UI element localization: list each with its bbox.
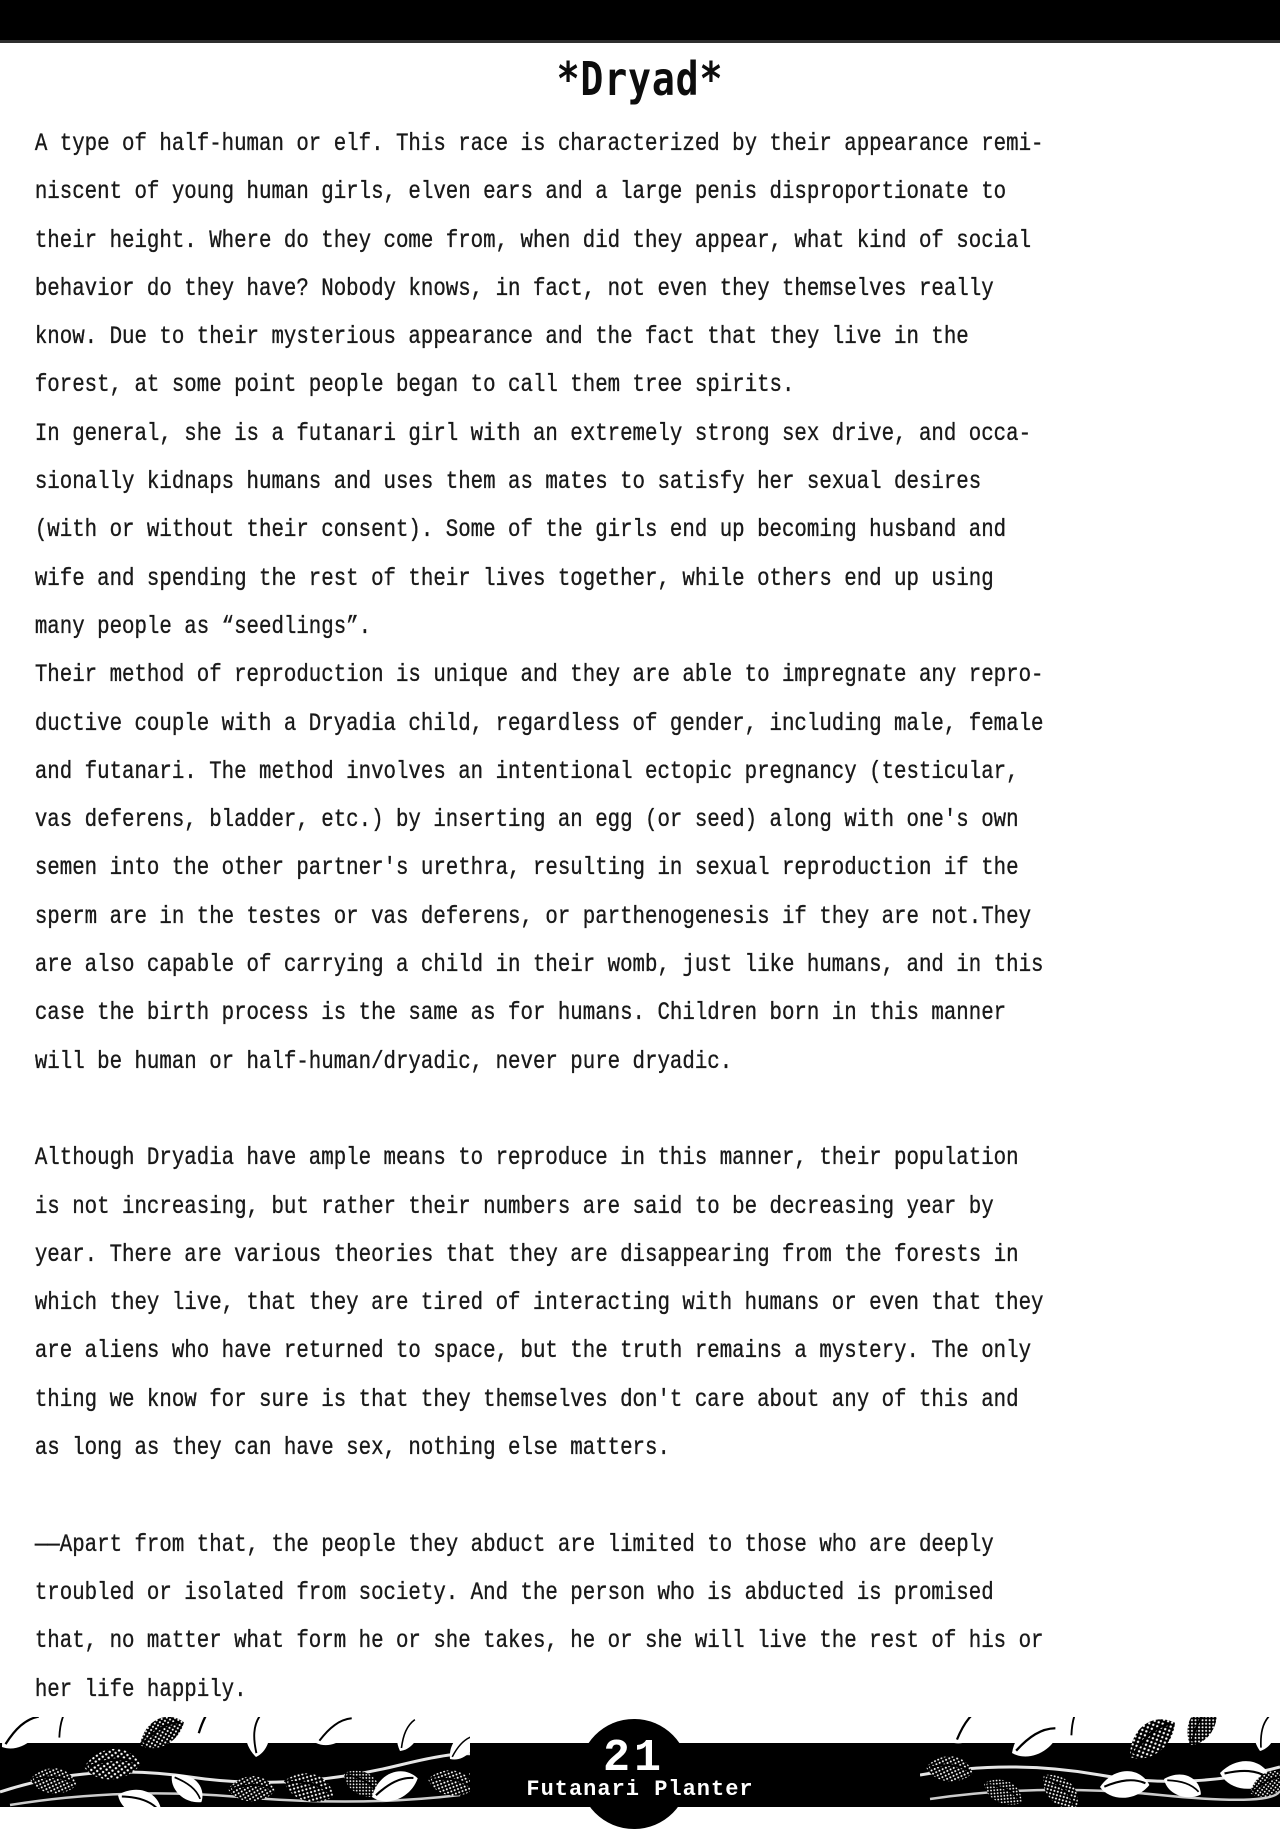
body-line: Although Dryadia have ample means to reproduce in this manner, their population <box>34 1143 1019 1173</box>
body-line: their height. Where do they come from, when did they appear, what kind of social <box>34 225 1032 255</box>
body-line: Their method of reproduction is unique and they are able to impregnate any repro- <box>34 660 1044 690</box>
body-line: know. Due to their mysterious appearance and the fact that they live in the <box>34 322 969 352</box>
body-line: behavior do they have? Nobody knows, in fact, not even they themselves really <box>34 273 994 303</box>
body-text <box>0 120 1280 1714</box>
body-line: and futanari. The method involves an intentional ectopic pregnancy (testicular, <box>34 756 1019 786</box>
body-line: ductive couple with a Dryadia child, regardless of gender, including male, female <box>34 708 1044 738</box>
body-line: (with or without their consent). Some of the girls end up becoming husband and <box>34 515 1007 545</box>
body-line: vas deferens, bladder, etc.) by inserting an egg (or seed) along with one's own <box>34 805 1019 835</box>
body-line: which they live, that they are tired of interacting with humans or even that they <box>34 1288 1044 1318</box>
body-paragraph <box>35 120 1245 410</box>
body-line: troubled or isolated from society. And the person who is abducted is promised <box>34 1577 994 1607</box>
body-paragraph <box>35 1134 1245 1472</box>
body-line: forest, at some point people began to call them tree spirits. <box>34 370 795 400</box>
body-line: ——Apart from that, the people they abduct are limited to those who are deeply <box>34 1529 994 1559</box>
body-line: A type of half-human or elf. This race is characterized by their appearance remi- <box>34 129 1044 158</box>
page-title: *Dryad* <box>556 52 724 106</box>
body-line: niscent of young human girls, elven ears and a large penis disproportionate to <box>34 177 1007 207</box>
body-line: many people as “seedlings”. <box>34 611 372 641</box>
body-line: thing we know for sure is that they themselves don't care about any of this and <box>34 1384 1019 1414</box>
body-line: case the birth process is the same as for humans. Children born in this manner <box>34 998 1007 1028</box>
body-line: her life happily. <box>34 1674 247 1704</box>
body-paragraph <box>35 410 1245 651</box>
series-title: Futanari Planter <box>526 1777 754 1802</box>
top-black-bar <box>0 0 1280 43</box>
body-line: as long as they can have sex, nothing else matters. <box>34 1433 670 1463</box>
body-line: is not increasing, but rather their numbers are said to be decreasing year by <box>34 1191 994 1221</box>
body-line: In general, she is a futanari girl with an extremely strong sex drive, and occa- <box>34 418 1032 448</box>
body-line: year. There are various theories that they are disappearing from the forests in <box>34 1239 1019 1269</box>
body-paragraph <box>35 1521 1245 1714</box>
page-content <box>0 46 1280 1714</box>
body-line: are aliens who have returned to space, but the truth remains a mystery. The only <box>34 1336 1032 1366</box>
body-line: wife and spending the rest of their lives together, while others end up using <box>34 563 994 593</box>
body-line: will be human or half-human/dryadic, never pure dryadic. <box>34 1046 733 1076</box>
body-line: semen into the other partner's urethra, resulting in sexual reproduction if the <box>34 853 1019 883</box>
body-line: are also capable of carrying a child in their womb, just like humans, and in this <box>34 950 1044 980</box>
body-line: sperm are in the testes or vas deferens, or parthenogenesis if they are not.They <box>34 901 1032 931</box>
body-line: that, no matter what form he or she takes, he or she will live the rest of his or <box>34 1626 1044 1656</box>
body-paragraph <box>35 651 1245 1086</box>
page-number: 21 <box>602 1733 665 1784</box>
body-line: sionally kidnaps humans and uses them as mates to satisfy her sexual desires <box>34 467 982 497</box>
